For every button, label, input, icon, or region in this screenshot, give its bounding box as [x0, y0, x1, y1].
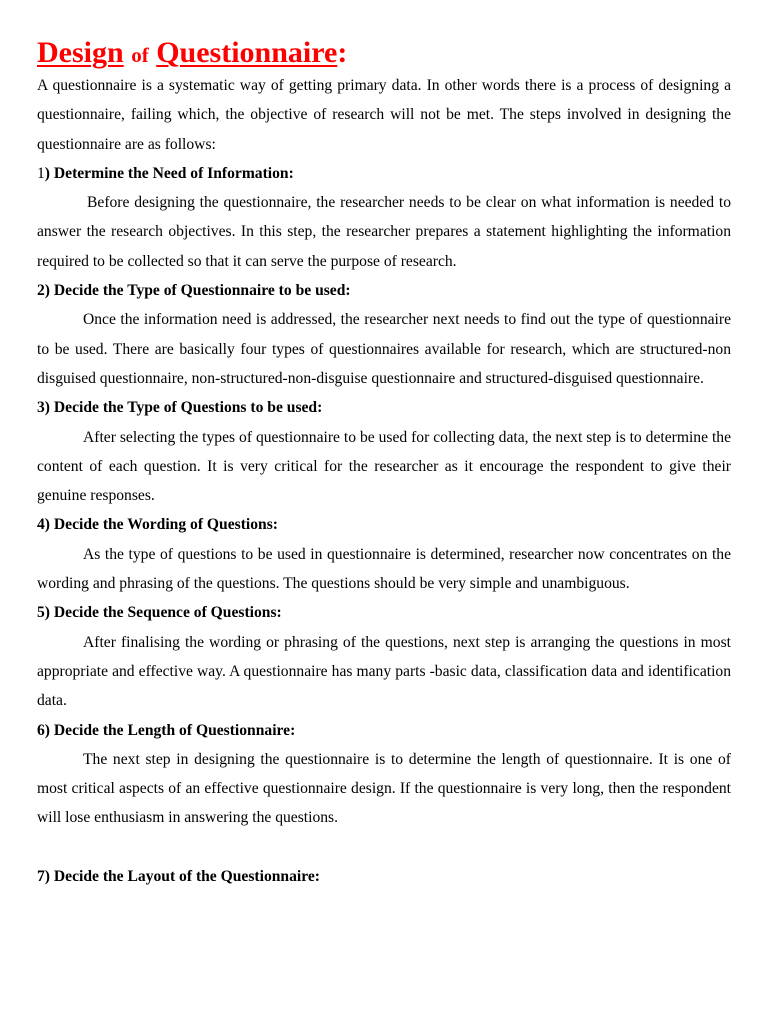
title-word-of: of	[131, 43, 149, 67]
section-7-heading	[37, 862, 731, 891]
section-3-number: 3	[37, 399, 45, 417]
document-title	[37, 0, 731, 72]
section-5-number: 5	[37, 604, 45, 622]
section-3-heading	[37, 393, 731, 422]
section-5-heading	[37, 598, 731, 627]
title-colon: :	[337, 36, 348, 69]
section-2-body: Once the information need is addressed, the researcher next needs to find out the type of questionnaire to be used. There are basically four types of questionnaires available for research, which are structured-non disguised questionnaire, non-structured-non-disguise questionnaire and structured-disguised questionnaire.	[37, 311, 731, 387]
section-4-number: 4	[37, 516, 45, 534]
section-2-heading-text: ) Decide the Type of Questionnaire to be used:	[44, 282, 351, 300]
section-5-body: After finalising the wording or phrasing of the questions, next step is arranging the questions in most appropriate and effective way. A questionnaire has many parts -basic data, classification data and identification data.	[37, 633, 731, 710]
title-word-questionnaire: Questionnaire	[156, 36, 338, 69]
section-6-heading	[37, 716, 731, 745]
section-1-heading-text: ) Determine the Need of Information:	[44, 164, 294, 182]
blank-line	[37, 833, 731, 862]
section-7-heading-text: ) Decide the Layout of the Questionnaire:	[44, 867, 320, 885]
section-3-heading-text: ) Decide the Type of Questions to be used:	[44, 399, 323, 417]
section-1-number: 1	[37, 164, 45, 182]
title-word-design: Design	[37, 36, 124, 69]
intro-paragraph: A questionnaire is a systematic way of getting primary data. In other words there is a process of designing a questionnaire, failing which, the objective of research will not be met. The steps involved in designing the questionnaire are as follows:	[37, 77, 731, 153]
section-4-body: As the type of questions to be used in questionnaire is determined, researcher now concentrates on the wording and phrasing of the questions. The questions should be very simple and unambiguous.	[37, 545, 731, 593]
section-2-number: 2	[37, 282, 45, 300]
section-1-heading	[37, 159, 731, 188]
section-7-number: 7	[37, 867, 45, 885]
section-6-body: The next step in designing the questionnaire is to determine the length of questionnaire. It is one of most critical aspects of an effective questionnaire design. If the questionnaire is very long, then the respondent will lose enthusiasm in answering the questions.	[37, 750, 731, 827]
section-4-heading-text: ) Decide the Wording of Questions:	[44, 516, 278, 534]
section-1-body: Before designing the questionnaire, the researcher needs to be clear on what information is needed to answer the research objectives. In this step, the researcher prepares a statement highlighting the information required to be collected so that it can serve the purpose of research.	[37, 194, 731, 270]
section-6-number: 6	[37, 721, 45, 739]
section-4-heading	[37, 510, 731, 539]
section-5-heading-text: ) Decide the Sequence of Questions:	[44, 604, 282, 622]
section-6-heading-text: ) Decide the Length of Questionnaire:	[44, 721, 296, 739]
section-2-heading	[37, 276, 731, 305]
section-3-body: After selecting the types of questionnaire to be used for collecting data, the next step is to determine the content of each question. It is very critical for the researcher as it encourage the respondent to give their genuine responses.	[37, 428, 731, 505]
